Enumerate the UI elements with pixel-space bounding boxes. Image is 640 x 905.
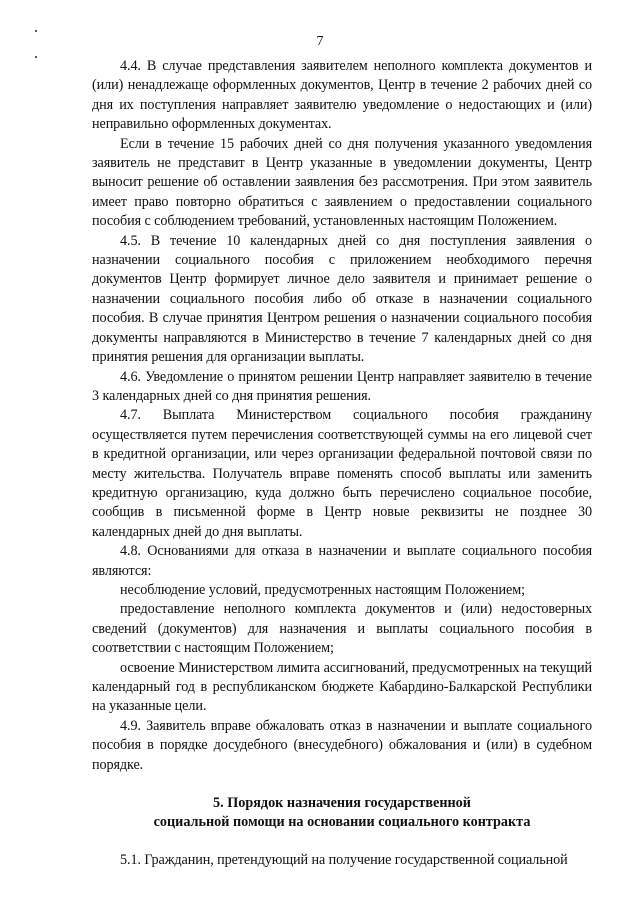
refusal-ground-2: предоставление неполного комплекта документов и (или) недостоверных сведений (документов) для назначения и выплаты социального пособия в соответствии с настоящим Положением; <box>92 601 592 657</box>
page-number: 7 <box>316 34 324 49</box>
section-5-heading <box>92 794 592 833</box>
paragraph-4-4-continued: Если в течение 15 рабочих дней со дня получения указанного уведомления заявитель не представит в Центр указанные в уведомлении документы, Центр выносит решение об оставлении заявления без рассмотрения. При этом заявитель имеет право повторно обратиться с заявлением о предоставлении социального пособия с соблюдением требований, установленных настоящим Положением. <box>92 135 592 230</box>
paragraph-5-1: 5.1. Гражданин, претендующий на получение государственной социальной <box>120 851 568 868</box>
paragraph-4-8: 4.8. Основаниями для отказа в назначении и выплате социального пособия являются: <box>92 543 592 579</box>
section-heading-line-1: 5. Порядок назначения государственной <box>213 795 471 812</box>
paragraph-4-7: 4.7. Выплата Министерством социального пособия гражданину осуществляется путем перечисления соответствующей суммы на его лицевой счет в кредитной организации, или через организации федеральной почтовой связи по месту жительства. Получатель вправе поменять способ выплаты или заменить кредитную организацию, куда должно быть перечислено социальное пособие, сообщив в письменной форме в Центр новые реквизиты не позднее 30 календарных дней до дня выплаты. <box>92 407 592 540</box>
scan-speck <box>35 30 37 32</box>
paragraph-4-6: 4.6. Уведомление о принятом решении Центр направляет заявителю в течение 3 календарных дней со дня принятия решения. <box>92 368 592 404</box>
paragraph-4-5: 4.5. В течение 10 календарных дней со дня поступления заявления о назначении социального пособия с приложением необходимого перечня документов Центр формирует личное дело заявителя и принимает решение о назначении социального пособия либо об отказе в назначении социального пособия. В случае принятия Центром решения о назначении социального пособия документы направляются в Министерство в течение 7 календарных дней со дня принятия решения для организации выплаты. <box>92 232 592 366</box>
document-body <box>92 57 592 870</box>
refusal-ground-1: несоблюдение условий, предусмотренных настоящим Положением; <box>120 581 525 598</box>
section-heading-line-2: социальной помощи на основании социального контракта <box>153 814 531 831</box>
scan-speck <box>35 56 37 58</box>
paragraph-4-9: 4.9. Заявитель вправе обжаловать отказ в назначении и выплате социального пособия в порядке досудебного (внесудебного) обжалования и (или) в судебном порядке. <box>92 717 592 773</box>
paragraph-4-4: 4.4. В случае представления заявителем неполного комплекта документов и (или) ненадлежаще оформленных документов, Центр в течение 2 рабочих дней со дня их поступления направляет заявителю уведомление о недостающих и (или) неправильно оформленных документах. <box>92 58 592 133</box>
refusal-ground-3: освоение Министерством лимита ассигнований, предусмотренных на текущий календарный год в республиканском бюджете Кабардино-Балкарской Республики на указанные цели. <box>92 659 592 715</box>
